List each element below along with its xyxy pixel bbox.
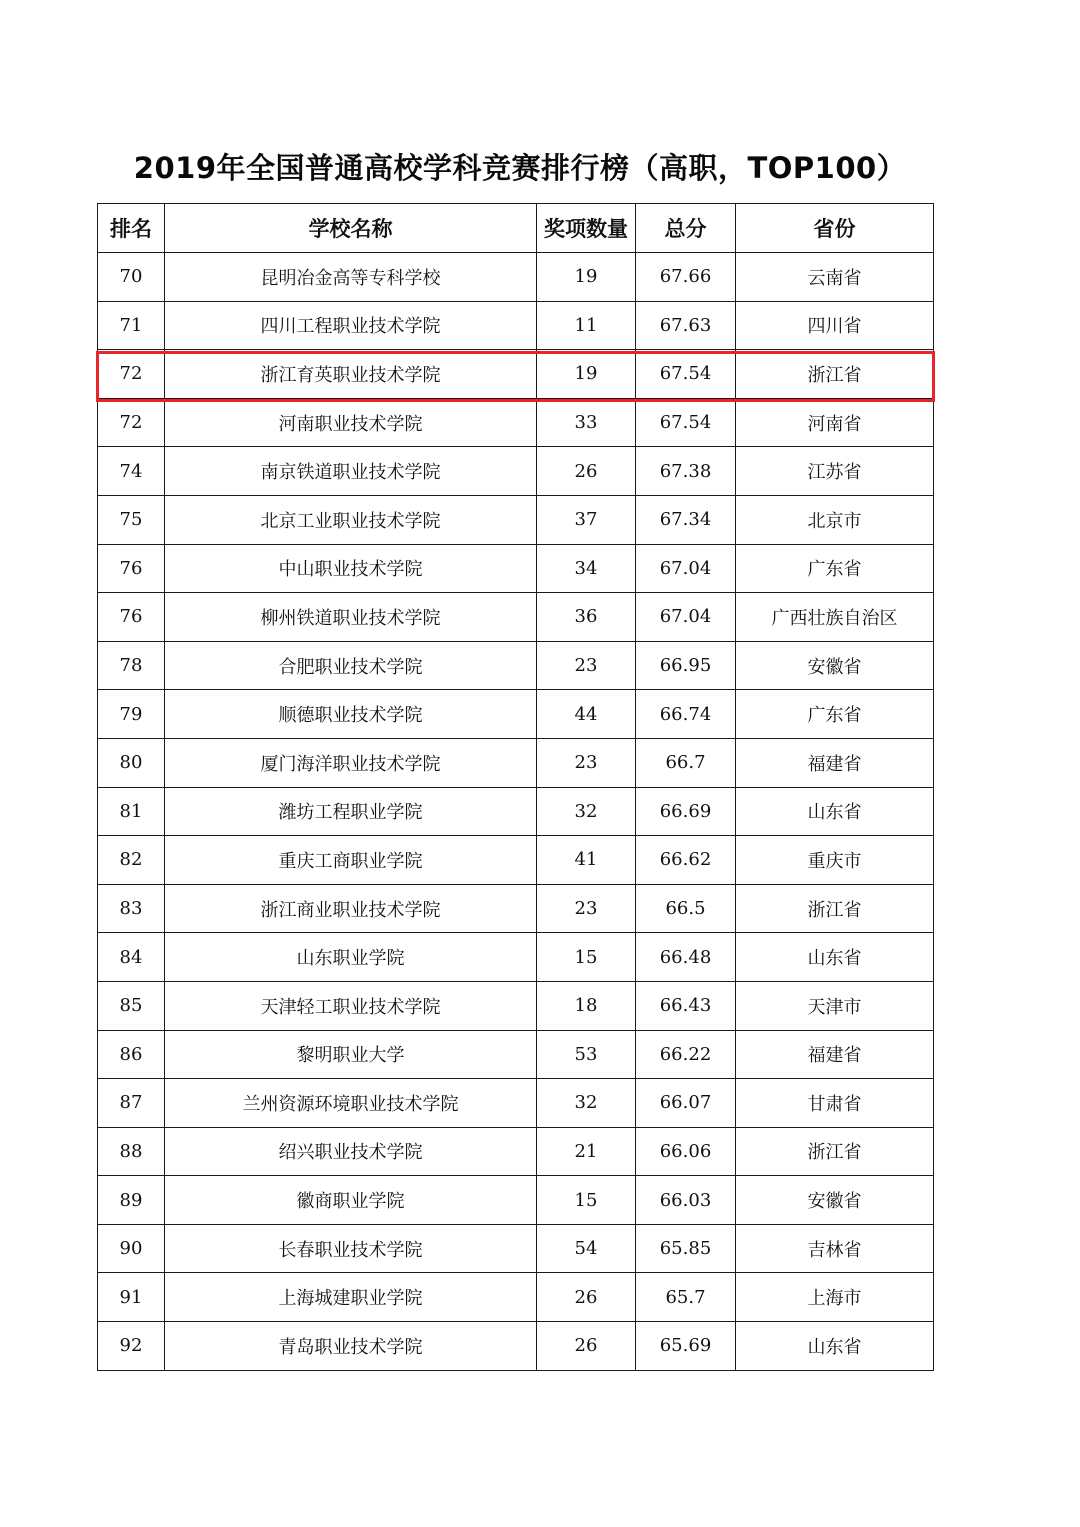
cell-province: 福建省 — [736, 738, 934, 787]
cell-award-count: 19 — [537, 350, 636, 399]
cell-school-name: 长春职业技术学院 — [165, 1224, 537, 1273]
cell-province: 重庆市 — [736, 836, 934, 885]
cell-province: 浙江省 — [736, 350, 934, 399]
cell-school-name: 绍兴职业技术学院 — [165, 1127, 537, 1176]
cell-school-name: 浙江育英职业技术学院 — [165, 350, 537, 399]
cell-rank: 70 — [98, 253, 165, 302]
cell-school-name: 兰州资源环境职业技术学院 — [165, 1079, 537, 1128]
cell-province: 天津市 — [736, 981, 934, 1030]
cell-province: 四川省 — [736, 301, 934, 350]
cell-province: 广东省 — [736, 690, 934, 739]
cell-school-name: 厦门海洋职业技术学院 — [165, 738, 537, 787]
cell-school-name: 北京工业职业技术学院 — [165, 495, 537, 544]
table-row — [98, 398, 934, 447]
table-row — [98, 981, 934, 1030]
cell-school-name: 徽商职业学院 — [165, 1176, 537, 1225]
table-row — [98, 1322, 934, 1371]
cell-rank: 82 — [98, 836, 165, 885]
cell-rank: 78 — [98, 641, 165, 690]
cell-award-count: 15 — [537, 1176, 636, 1225]
table-row — [98, 690, 934, 739]
cell-total-score: 65.69 — [636, 1322, 736, 1371]
cell-award-count: 26 — [537, 1273, 636, 1322]
cell-province: 北京市 — [736, 495, 934, 544]
table-row — [98, 495, 934, 544]
cell-award-count: 26 — [537, 1322, 636, 1371]
cell-rank: 91 — [98, 1273, 165, 1322]
cell-province: 山东省 — [736, 787, 934, 836]
cell-school-name: 南京铁道职业技术学院 — [165, 447, 537, 496]
cell-total-score: 67.04 — [636, 593, 736, 642]
cell-total-score: 66.07 — [636, 1079, 736, 1128]
cell-award-count: 21 — [537, 1127, 636, 1176]
cell-award-count: 33 — [537, 398, 636, 447]
header-award-count: 奖项数量 — [537, 204, 636, 253]
cell-award-count: 23 — [537, 641, 636, 690]
cell-rank: 87 — [98, 1079, 165, 1128]
cell-award-count: 37 — [537, 495, 636, 544]
cell-school-name: 上海城建职业学院 — [165, 1273, 537, 1322]
cell-school-name: 青岛职业技术学院 — [165, 1322, 537, 1371]
cell-province: 山东省 — [736, 933, 934, 982]
cell-rank: 86 — [98, 1030, 165, 1079]
cell-school-name: 顺德职业技术学院 — [165, 690, 537, 739]
cell-school-name: 浙江商业职业技术学院 — [165, 884, 537, 933]
cell-province: 江苏省 — [736, 447, 934, 496]
cell-province: 浙江省 — [736, 1127, 934, 1176]
cell-award-count: 23 — [537, 884, 636, 933]
cell-total-score: 67.54 — [636, 398, 736, 447]
cell-school-name: 天津轻工职业技术学院 — [165, 981, 537, 1030]
cell-province: 山东省 — [736, 1322, 934, 1371]
cell-province: 浙江省 — [736, 884, 934, 933]
cell-school-name: 合肥职业技术学院 — [165, 641, 537, 690]
cell-rank: 81 — [98, 787, 165, 836]
table-row — [98, 1224, 934, 1273]
cell-province: 广东省 — [736, 544, 934, 593]
cell-total-score: 66.22 — [636, 1030, 736, 1079]
cell-award-count: 32 — [537, 787, 636, 836]
cell-total-score: 66.48 — [636, 933, 736, 982]
cell-award-count: 44 — [537, 690, 636, 739]
cell-total-score: 67.34 — [636, 495, 736, 544]
cell-award-count: 26 — [537, 447, 636, 496]
cell-total-score: 66.62 — [636, 836, 736, 885]
table-row — [98, 593, 934, 642]
cell-total-score: 66.74 — [636, 690, 736, 739]
cell-total-score: 66.5 — [636, 884, 736, 933]
cell-province: 安徽省 — [736, 641, 934, 690]
cell-total-score: 65.7 — [636, 1273, 736, 1322]
header-province: 省份 — [736, 204, 934, 253]
cell-total-score: 67.54 — [636, 350, 736, 399]
table-row — [98, 1127, 934, 1176]
table-row — [98, 447, 934, 496]
cell-school-name: 四川工程职业技术学院 — [165, 301, 537, 350]
cell-rank: 79 — [98, 690, 165, 739]
cell-award-count: 19 — [537, 253, 636, 302]
cell-total-score: 67.04 — [636, 544, 736, 593]
cell-province: 云南省 — [736, 253, 934, 302]
cell-rank: 90 — [98, 1224, 165, 1273]
cell-rank: 88 — [98, 1127, 165, 1176]
cell-award-count: 18 — [537, 981, 636, 1030]
header-total-score: 总分 — [636, 204, 736, 253]
page-title: 2019年全国普通高校学科竞赛排行榜（高职，TOP100） — [133, 151, 907, 185]
cell-rank: 76 — [98, 593, 165, 642]
cell-award-count: 41 — [537, 836, 636, 885]
cell-total-score: 67.38 — [636, 447, 736, 496]
cell-total-score: 67.63 — [636, 301, 736, 350]
table-row — [98, 1079, 934, 1128]
cell-award-count: 15 — [537, 933, 636, 982]
header-school-name: 学校名称 — [165, 204, 537, 253]
cell-province: 安徽省 — [736, 1176, 934, 1225]
cell-rank: 72 — [98, 398, 165, 447]
cell-award-count: 54 — [537, 1224, 636, 1273]
cell-rank: 85 — [98, 981, 165, 1030]
table-row — [98, 933, 934, 982]
cell-rank: 74 — [98, 447, 165, 496]
table-row — [98, 787, 934, 836]
cell-total-score: 66.69 — [636, 787, 736, 836]
cell-school-name: 潍坊工程职业学院 — [165, 787, 537, 836]
cell-award-count: 23 — [537, 738, 636, 787]
cell-rank: 80 — [98, 738, 165, 787]
cell-award-count: 36 — [537, 593, 636, 642]
table-row — [98, 253, 934, 302]
cell-school-name: 重庆工商职业学院 — [165, 836, 537, 885]
cell-school-name: 昆明冶金高等专科学校 — [165, 253, 537, 302]
ranking-table — [97, 203, 934, 1371]
table-row — [98, 884, 934, 933]
cell-province: 上海市 — [736, 1273, 934, 1322]
cell-school-name: 柳州铁道职业技术学院 — [165, 593, 537, 642]
cell-total-score: 66.03 — [636, 1176, 736, 1225]
cell-province: 河南省 — [736, 398, 934, 447]
table-row — [98, 544, 934, 593]
cell-total-score: 66.95 — [636, 641, 736, 690]
cell-province: 甘肃省 — [736, 1079, 934, 1128]
cell-rank: 92 — [98, 1322, 165, 1371]
table-row — [98, 836, 934, 885]
table-row — [98, 738, 934, 787]
table-row — [98, 1030, 934, 1079]
table-row — [98, 1273, 934, 1322]
cell-total-score: 65.85 — [636, 1224, 736, 1273]
table-row — [98, 1176, 934, 1225]
cell-school-name: 黎明职业大学 — [165, 1030, 537, 1079]
cell-award-count: 34 — [537, 544, 636, 593]
cell-province: 福建省 — [736, 1030, 934, 1079]
cell-province: 广西壮族自治区 — [736, 593, 934, 642]
cell-award-count: 32 — [537, 1079, 636, 1128]
table-header-row — [98, 204, 934, 253]
cell-total-score: 66.7 — [636, 738, 736, 787]
cell-total-score: 66.43 — [636, 981, 736, 1030]
cell-rank: 84 — [98, 933, 165, 982]
table-body — [98, 253, 934, 1371]
cell-rank: 83 — [98, 884, 165, 933]
cell-rank: 71 — [98, 301, 165, 350]
cell-award-count: 53 — [537, 1030, 636, 1079]
cell-rank: 75 — [98, 495, 165, 544]
cell-total-score: 67.66 — [636, 253, 736, 302]
table-row-highlighted — [98, 350, 934, 399]
header-rank: 排名 — [98, 204, 165, 253]
cell-province: 吉林省 — [736, 1224, 934, 1273]
cell-school-name: 山东职业学院 — [165, 933, 537, 982]
cell-school-name: 中山职业技术学院 — [165, 544, 537, 593]
cell-award-count: 11 — [537, 301, 636, 350]
cell-total-score: 66.06 — [636, 1127, 736, 1176]
cell-school-name: 河南职业技术学院 — [165, 398, 537, 447]
cell-rank: 72 — [98, 350, 165, 399]
cell-rank: 76 — [98, 544, 165, 593]
cell-rank: 89 — [98, 1176, 165, 1225]
table-row — [98, 301, 934, 350]
table-row — [98, 641, 934, 690]
